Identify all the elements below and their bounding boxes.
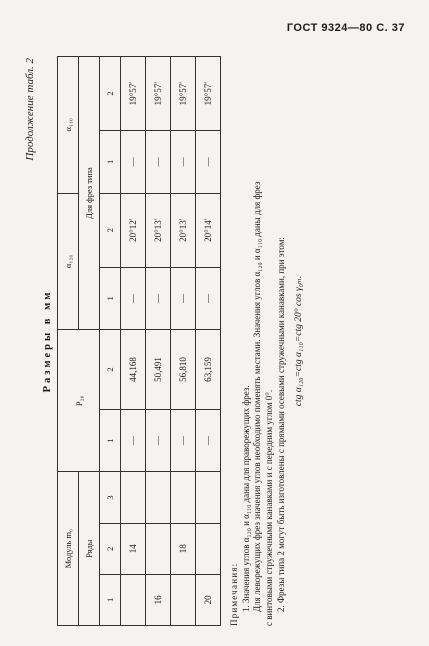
- note-1-continued: Для леворежущих фрез значения углов необходимо поменять местами. Значения углов α₁₂₀ и α₁₁₀ даны для фрез: [252, 181, 263, 612]
- table-cell: 44,168: [121, 330, 146, 410]
- table-cell: 63,159: [196, 330, 221, 410]
- rows-header: Ряды: [79, 472, 100, 626]
- table-cell: 20°12′: [121, 193, 146, 267]
- table-row: [146, 57, 171, 626]
- subheader-cell: 2: [100, 330, 121, 410]
- module-header: Модуль m₀: [58, 472, 79, 626]
- table-cell: —: [171, 409, 196, 472]
- table-cell: 19°57′: [146, 57, 171, 131]
- alpha1-header: α₁₂₀: [58, 193, 79, 330]
- table-subheader-row: [100, 57, 121, 626]
- subheader-cell: 1: [100, 267, 121, 330]
- table-cell: 20°13′: [171, 193, 196, 267]
- rotated-table-block: [24, 56, 394, 626]
- subheader-cell: 2: [100, 193, 121, 267]
- table-continuation-label: Продолжение табл. 2: [24, 58, 36, 161]
- table-cell: —: [171, 267, 196, 330]
- table-row: [171, 57, 196, 626]
- table-cell: [196, 472, 221, 523]
- p-header: P₂₀: [58, 330, 100, 472]
- table-cell: —: [121, 131, 146, 194]
- table-cell: 50,491: [146, 330, 171, 410]
- table-cell: —: [146, 409, 171, 472]
- table-cell: 14: [121, 523, 146, 574]
- notes-block: [229, 56, 306, 626]
- page-header: ГОСТ 9324—80 С. 37: [286, 22, 405, 34]
- cutter-type-header: Для фрез типа: [79, 57, 100, 330]
- notes-title: Примечания:: [229, 562, 239, 626]
- table-cell: 16: [146, 574, 171, 625]
- table-cell: [146, 472, 171, 523]
- table-cell: 20°14′: [196, 193, 221, 267]
- table-cell: —: [121, 409, 146, 472]
- note-1-end: с винтовыми стружечными канавками и с передним углом 0°.: [264, 389, 275, 626]
- table-cell: —: [171, 131, 196, 194]
- subheader-cell: 1: [100, 131, 121, 194]
- table-cell: 20: [196, 574, 221, 625]
- formula: ctg α₁₂₀=ctg α₁₁₀=ctg 20° cos γ₀ₘ.: [294, 275, 305, 407]
- subheader-cell: 1: [100, 409, 121, 472]
- subheader-cell: 2: [100, 523, 121, 574]
- table-cell: [171, 472, 196, 523]
- alpha2-header: α₁₁₀: [58, 57, 79, 194]
- table-cell: [171, 574, 196, 625]
- table-cell: —: [196, 409, 221, 472]
- table-cell: 19°57′: [171, 57, 196, 131]
- table-cell: 20°13′: [146, 193, 171, 267]
- table-cell: —: [196, 131, 221, 194]
- table-cell: [146, 523, 171, 574]
- subheader-cell: 1: [100, 574, 121, 625]
- table-cell: [121, 472, 146, 523]
- table-row: [121, 57, 146, 626]
- note-1: 1. Значения углов α₁₂₀ и α₁₁₀ даны для праворежущих фрез.: [240, 385, 251, 612]
- table-cell: —: [196, 267, 221, 330]
- table-row: [196, 57, 221, 626]
- table-cell: [196, 523, 221, 574]
- dimensions-table: [57, 56, 221, 626]
- table-header-row: [58, 57, 79, 626]
- table-cell: 56,810: [171, 330, 196, 410]
- table-cell: 19°57′: [196, 57, 221, 131]
- table-cell: —: [146, 267, 171, 330]
- table-cell: —: [121, 267, 146, 330]
- table-cell: [121, 574, 146, 625]
- table-cell: 18: [171, 523, 196, 574]
- table-caption: Размеры в мм: [42, 289, 53, 393]
- note-2: 2. Фрезы типа 2 могут быть изготовлены с прямыми осевыми стружечными канавками, при этом:: [275, 237, 286, 612]
- subheader-cell: 3: [100, 472, 121, 523]
- table-cell: —: [146, 131, 171, 194]
- table-cell: 19°57′: [121, 57, 146, 131]
- subheader-cell: 2: [100, 57, 121, 131]
